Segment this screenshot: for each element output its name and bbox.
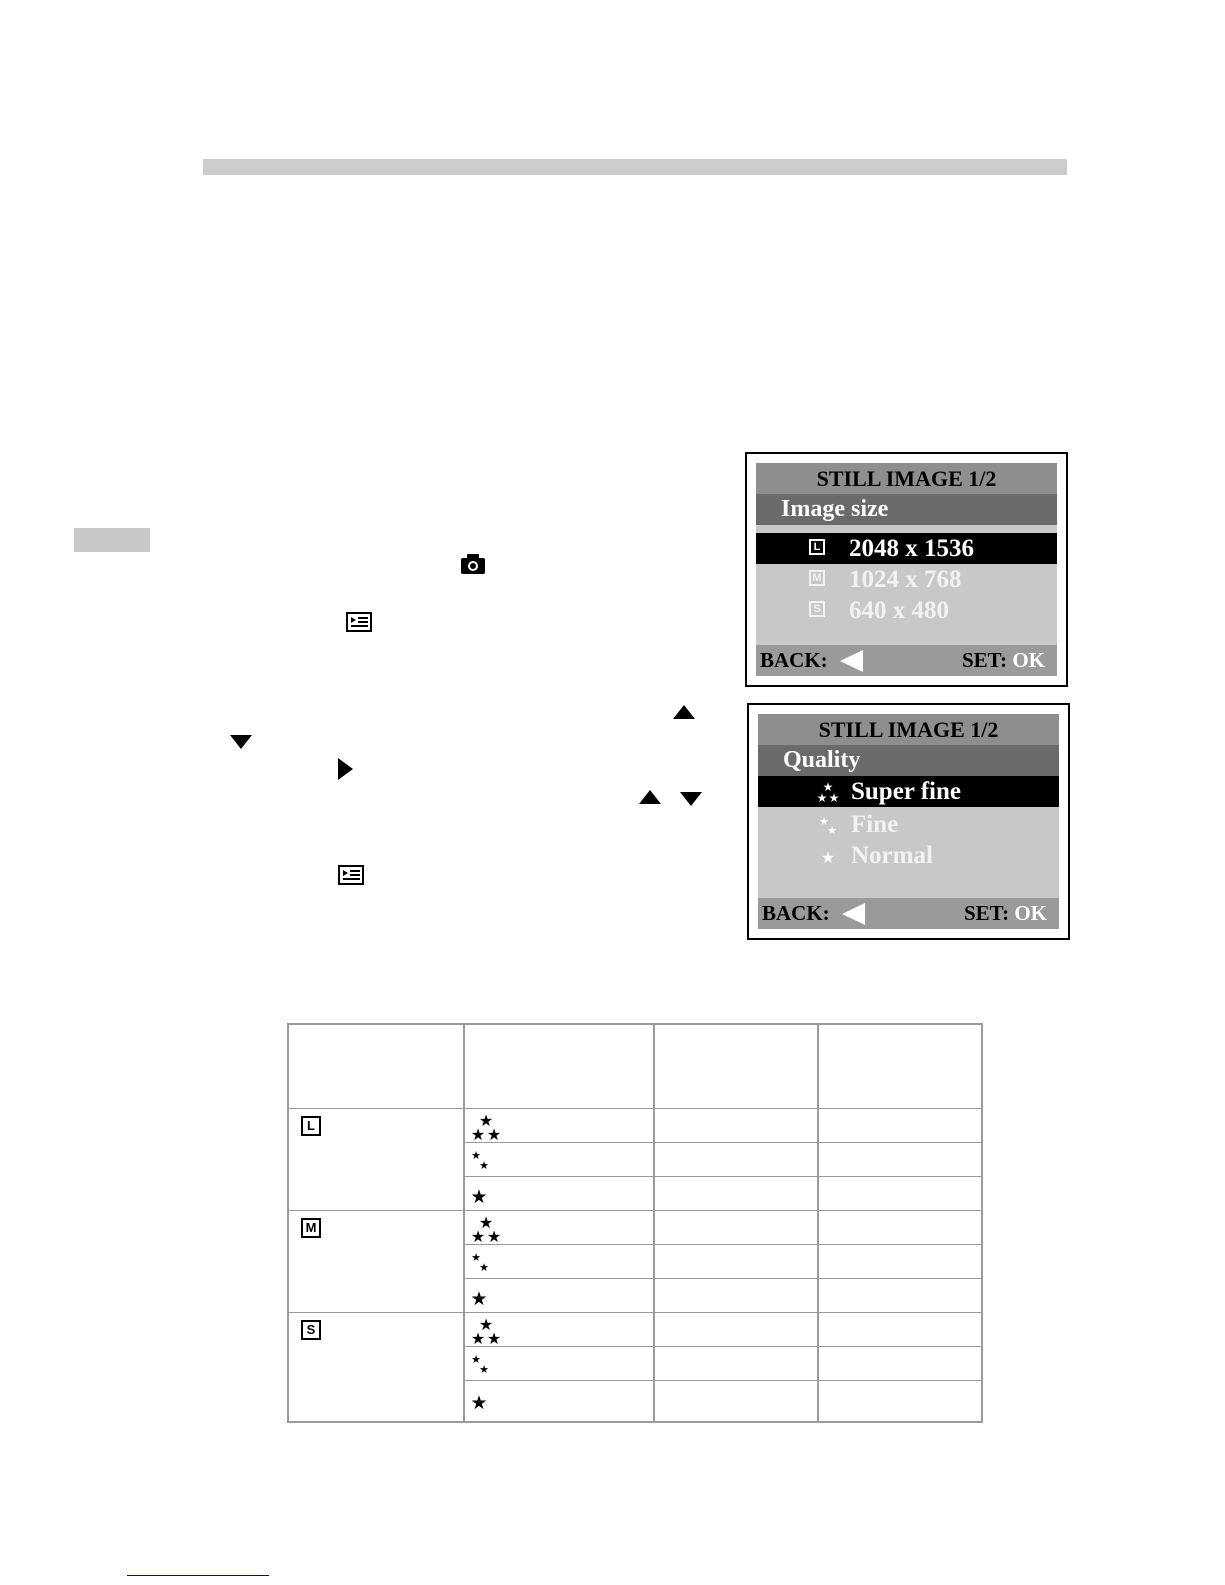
lcd-subtitle: Image size xyxy=(756,494,1057,525)
option-label: 1024 x 768 xyxy=(849,566,962,593)
svg-text:★: ★ xyxy=(471,1251,481,1264)
table-row-line xyxy=(463,1176,981,1177)
svg-text:★: ★ xyxy=(486,1125,502,1142)
super-fine-stars-icon xyxy=(816,780,840,804)
lcd-display xyxy=(758,714,1059,929)
svg-text:★: ★ xyxy=(478,1111,494,1130)
super-fine-stars-icon xyxy=(469,1212,503,1244)
option-fine[interactable] xyxy=(758,809,1059,840)
option-label: 2048 x 1536 xyxy=(849,535,974,562)
svg-text:★: ★ xyxy=(479,1159,489,1172)
lcd-display xyxy=(756,463,1057,676)
size-medium-icon: M xyxy=(301,1218,321,1238)
size-large-icon: L xyxy=(809,539,829,559)
fine-stars-icon xyxy=(469,1247,499,1277)
table-divider xyxy=(653,1025,655,1421)
ok-label: OK xyxy=(1012,648,1045,672)
table-row-line xyxy=(289,1312,981,1313)
table-row-line xyxy=(289,1210,981,1211)
svg-text:★: ★ xyxy=(470,1227,486,1244)
table-row-line xyxy=(463,1380,981,1381)
table-divider xyxy=(817,1025,819,1421)
option-label: Fine xyxy=(851,811,899,838)
table-row-line xyxy=(463,1244,981,1245)
svg-text:★: ★ xyxy=(822,780,834,794)
lcd-footer xyxy=(756,645,1057,676)
back-label: BACK: xyxy=(760,648,828,672)
spec-table xyxy=(287,1023,983,1423)
lcd-title: STILL IMAGE 1/2 xyxy=(758,714,1059,745)
table-row-line xyxy=(463,1142,981,1143)
table-row-line xyxy=(463,1346,981,1347)
down-arrow-icon xyxy=(680,792,702,806)
svg-text:★: ★ xyxy=(471,1353,481,1366)
option-label: Super fine xyxy=(851,778,961,805)
up-arrow-icon xyxy=(639,790,661,804)
lcd-footer xyxy=(758,898,1059,929)
option-640x480[interactable] xyxy=(756,595,1057,626)
svg-text:★: ★ xyxy=(828,791,840,804)
option-super-fine[interactable] xyxy=(758,776,1059,807)
table-row-line xyxy=(289,1108,981,1109)
option-2048x1536[interactable] xyxy=(756,533,1057,564)
option-label: 640 x 480 xyxy=(849,597,949,624)
menu-icon xyxy=(338,865,364,885)
normal-star-icon xyxy=(469,1385,499,1415)
back-arrow-icon[interactable] xyxy=(842,903,865,925)
svg-text:★: ★ xyxy=(479,1363,489,1376)
svg-text:★: ★ xyxy=(470,1288,488,1310)
svg-text:★: ★ xyxy=(486,1227,502,1244)
up-arrow-icon xyxy=(673,705,695,719)
option-normal[interactable] xyxy=(758,840,1059,871)
svg-text:★: ★ xyxy=(827,824,837,837)
svg-text:★: ★ xyxy=(470,1329,486,1346)
super-fine-stars-icon xyxy=(469,1314,503,1346)
fine-stars-icon xyxy=(469,1145,499,1175)
svg-text:★: ★ xyxy=(819,815,829,828)
table-divider xyxy=(463,1025,465,1421)
menu-icon xyxy=(346,612,372,632)
header-bar xyxy=(203,159,1067,175)
lcd-subtitle: Quality xyxy=(758,745,1059,776)
svg-text:★: ★ xyxy=(486,1329,502,1346)
svg-text:★: ★ xyxy=(820,848,836,867)
svg-text:★: ★ xyxy=(470,1186,488,1208)
ok-label: OK xyxy=(1014,901,1047,925)
size-small-icon: S xyxy=(809,601,829,621)
super-fine-stars-icon xyxy=(469,1110,503,1142)
size-large-icon: L xyxy=(301,1116,321,1136)
camera-icon xyxy=(460,553,486,575)
normal-star-icon xyxy=(816,844,840,868)
svg-text:★: ★ xyxy=(478,1213,494,1232)
back-arrow-icon[interactable] xyxy=(840,650,863,672)
fine-stars-icon xyxy=(816,813,840,837)
svg-text:★: ★ xyxy=(478,1315,494,1334)
svg-text:★: ★ xyxy=(470,1125,486,1142)
footnote-rule xyxy=(127,1575,269,1576)
svg-text:★: ★ xyxy=(471,1149,481,1162)
svg-text:★: ★ xyxy=(816,791,828,804)
lcd-title: STILL IMAGE 1/2 xyxy=(756,463,1057,494)
lcd-screen-quality xyxy=(747,703,1070,940)
right-arrow-icon xyxy=(338,758,353,780)
normal-star-icon xyxy=(469,1179,499,1209)
table-row-line xyxy=(463,1278,981,1279)
normal-star-icon xyxy=(469,1281,499,1311)
section-side-tab xyxy=(74,528,150,552)
down-arrow-icon xyxy=(230,735,252,749)
set-label: SET: OK xyxy=(963,901,1047,925)
fine-stars-icon xyxy=(469,1349,499,1379)
size-small-icon: S xyxy=(301,1320,321,1340)
option-label: Normal xyxy=(851,842,933,869)
option-1024x768[interactable] xyxy=(756,564,1057,595)
size-medium-icon: M xyxy=(809,570,829,590)
back-label: BACK: xyxy=(762,901,830,925)
lcd-screen-image-size xyxy=(745,452,1068,687)
svg-text:★: ★ xyxy=(470,1392,488,1414)
set-label: SET: OK xyxy=(961,648,1045,672)
svg-text:★: ★ xyxy=(479,1261,489,1274)
